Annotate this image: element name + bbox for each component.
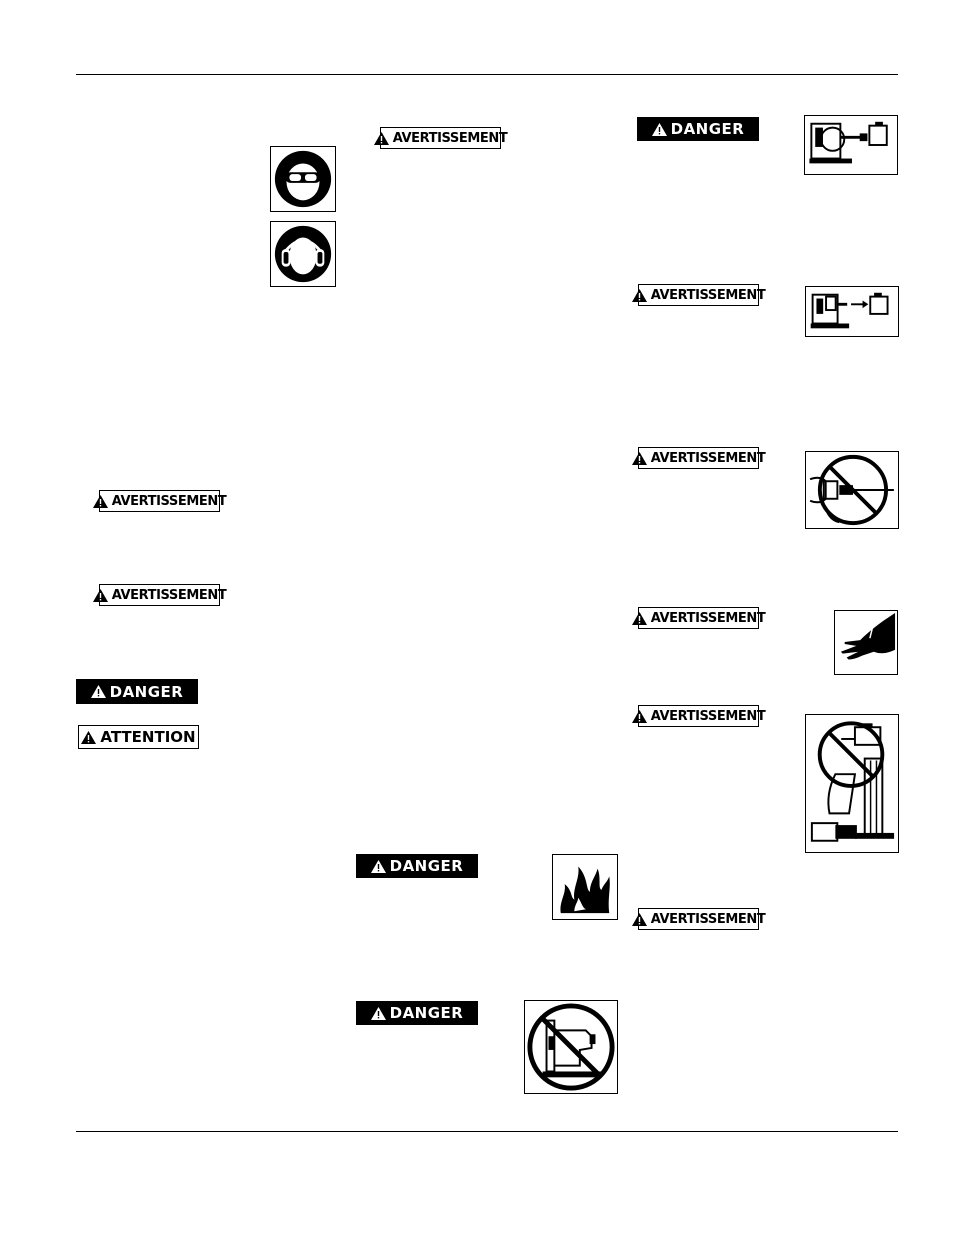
- avertissement-label: [99, 584, 227, 606]
- avertissement-text: AVERTISSEMENT: [650, 911, 766, 927]
- danger-text: DANGER: [670, 120, 745, 138]
- header-rule: [76, 74, 898, 75]
- warning-triangle-icon: [652, 123, 667, 136]
- warning-triangle-icon: [93, 589, 108, 602]
- attention-text: ATTENTION: [100, 728, 196, 746]
- avertissement-text: AVERTISSEMENT: [650, 610, 766, 626]
- warning-triangle-icon: [93, 495, 108, 508]
- danger-text: DANGER: [389, 857, 464, 875]
- flames-icon: [552, 854, 618, 920]
- warning-triangle-icon: [632, 452, 647, 465]
- safety-goggles-icon: [270, 146, 336, 212]
- hand-hazard-icon: [834, 610, 898, 675]
- avertissement-label: [380, 127, 508, 149]
- warning-triangle-icon: [371, 1007, 386, 1020]
- danger-label: [76, 679, 198, 704]
- warning-triangle-icon: [632, 913, 647, 926]
- disconnect-air-supply-icon: [805, 286, 899, 337]
- avertissement-label: [638, 284, 766, 306]
- danger-label: [356, 854, 478, 878]
- warning-triangle-icon: [81, 731, 96, 744]
- attention-label: [78, 725, 199, 749]
- avertissement-text: AVERTISSEMENT: [650, 450, 766, 466]
- danger-text: DANGER: [109, 682, 184, 701]
- avertissement-label: [99, 490, 227, 512]
- footer-rule: [76, 1131, 898, 1132]
- avertissement-text: AVERTISSEMENT: [111, 493, 227, 509]
- avertissement-label: [638, 447, 766, 469]
- warning-triangle-icon: [91, 685, 106, 698]
- avertissement-text: AVERTISSEMENT: [392, 130, 508, 146]
- warning-triangle-icon: [632, 710, 647, 723]
- avertissement-label: [638, 908, 766, 930]
- warning-triangle-icon: [632, 612, 647, 625]
- avertissement-text: AVERTISSEMENT: [650, 287, 766, 303]
- avertissement-label: [638, 705, 766, 727]
- no-oxygen-icon: [524, 1000, 618, 1094]
- warning-triangle-icon: [632, 289, 647, 302]
- tool-connected-air-supply-icon: [804, 115, 898, 175]
- avertissement-text: AVERTISSEMENT: [111, 587, 227, 603]
- danger-text: DANGER: [389, 1004, 464, 1022]
- avertissement-text: AVERTISSEMENT: [650, 708, 766, 724]
- no-quick-connect-icon: [805, 451, 899, 529]
- avertissement-label: [638, 607, 766, 629]
- warning-triangle-icon: [374, 132, 389, 145]
- no-regulator-mount-icon: [805, 714, 899, 853]
- danger-label: [356, 1001, 478, 1025]
- danger-label: [637, 117, 759, 141]
- ear-protection-icon: [270, 221, 336, 287]
- warning-triangle-icon: [371, 860, 386, 873]
